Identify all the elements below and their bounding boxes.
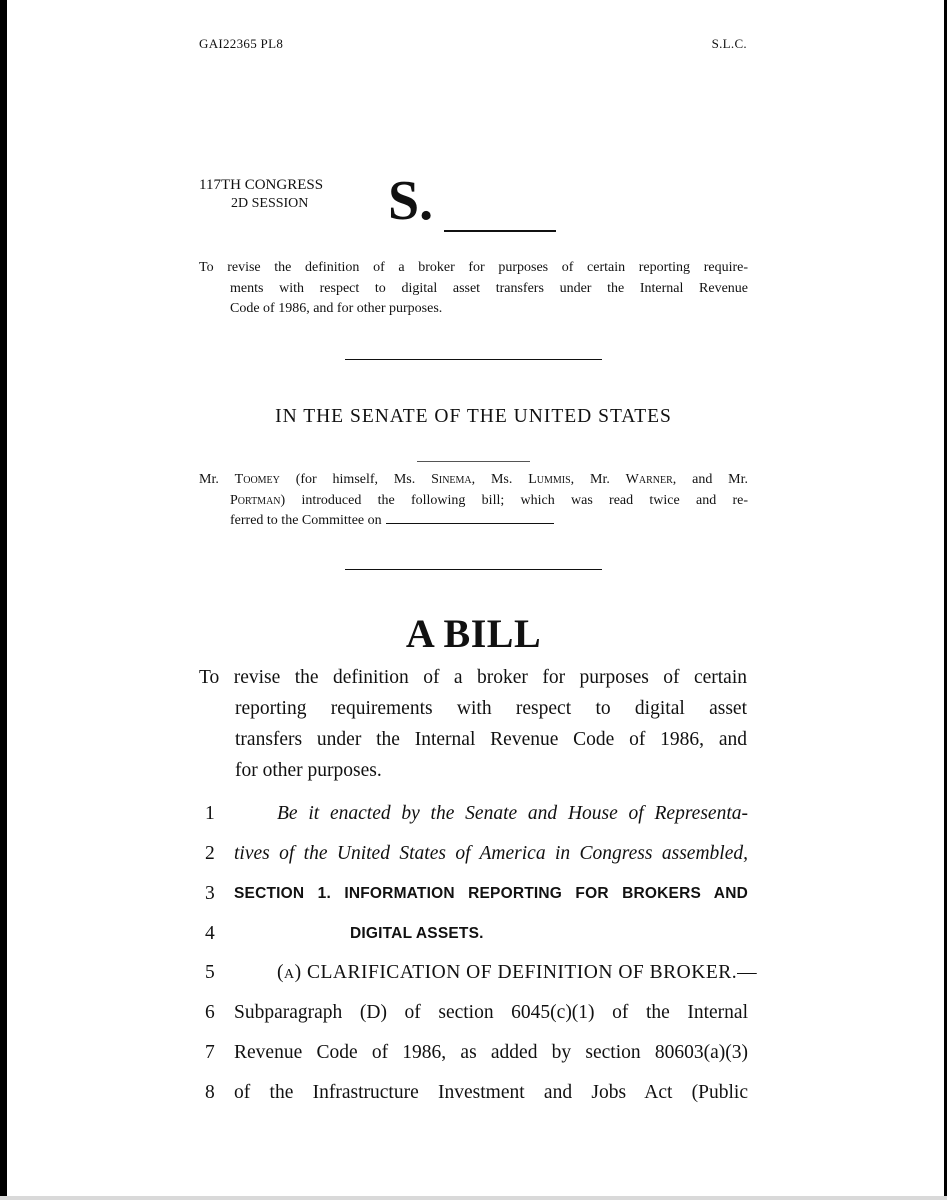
page-left-edge [0, 0, 7, 1200]
divider-rule [345, 569, 602, 570]
divider-rule [345, 359, 602, 360]
body-line-2 [205, 834, 748, 874]
enacting-clause: Be it enacted by the Senate and House of Representa- [277, 803, 748, 824]
introduction-paragraph [199, 470, 748, 532]
bill-purpose-line: transfers under the Internal Revenue Code of 1986, and [235, 729, 747, 750]
bill-number-blank [444, 230, 556, 232]
purpose-summary-line: ments with respect to digital asset transfers under the Internal Revenue [230, 280, 748, 296]
line-number: 5 [205, 962, 215, 983]
body-text: of the Infrastructure Investment and Jobs Act (Public [234, 1082, 748, 1103]
section-heading: DIGITAL ASSETS. [350, 925, 484, 942]
body-line-4 [205, 914, 748, 954]
purpose-summary-line: Code of 1986, and for other purposes. [230, 301, 443, 316]
introduction-line: ferred to the Committee on [199, 511, 748, 532]
bill-designation: S. [388, 170, 434, 232]
line-number: 8 [205, 1082, 215, 1103]
bill-title: A BILL [405, 611, 542, 656]
body-text: Revenue Code of 1986, as added by section 80603(a)(3) [234, 1042, 748, 1063]
bill-purpose-line: To revise the definition of a broker for purposes of certain [199, 667, 747, 688]
line-number: 4 [205, 923, 215, 944]
body-line-3 [205, 874, 748, 914]
line-number: 7 [205, 1042, 215, 1063]
body-line-8 [205, 1073, 748, 1113]
divider-short [417, 461, 530, 462]
line-number: 6 [205, 1002, 215, 1023]
introduction-line: Portman) introduced the following bill; which was read twice and re- [230, 492, 748, 508]
introduction-line: Mr. Toomey (for himself, Ms. Sinema, Ms. Lummis, Mr. Warner, and Mr. [199, 472, 748, 487]
bill-purpose-line: reporting requirements with respect to digital asset [235, 698, 747, 719]
document-status: S.L.C. [711, 36, 747, 51]
line-number: 3 [205, 883, 215, 904]
body-text: Subparagraph (D) of section 6045(c)(1) of the Internal [234, 1002, 748, 1023]
bill-purpose [199, 662, 747, 786]
congress-session: 2D SESSION [231, 196, 309, 211]
subsection-heading: (a) CLARIFICATION OF DEFINITION OF BROKER.— [277, 962, 758, 983]
line-number: 2 [205, 843, 215, 864]
congress-number: 117TH CONGRESS [199, 177, 324, 193]
bill-purpose-line: for other purposes. [235, 760, 382, 781]
page-bottom-edge [0, 1196, 947, 1200]
body-line-1 [205, 794, 748, 834]
enacting-clause: tives of the United States of America in Congress assembled, [234, 843, 748, 864]
body-line-6 [205, 993, 748, 1033]
chamber-heading: IN THE SENATE OF THE UNITED STATES [275, 406, 672, 427]
purpose-summary [199, 258, 748, 320]
purpose-summary-line: To revise the definition of a broker for purposes of certain reporting require- [199, 260, 748, 275]
document-id: GAI22365 PL8 [199, 36, 284, 51]
body-line-7 [205, 1033, 748, 1073]
committee-blank [386, 511, 554, 524]
line-number: 1 [205, 803, 215, 824]
body-line-5 [205, 953, 758, 993]
section-heading: SECTION 1. INFORMATION REPORTING FOR BROKERS AND [234, 885, 748, 902]
